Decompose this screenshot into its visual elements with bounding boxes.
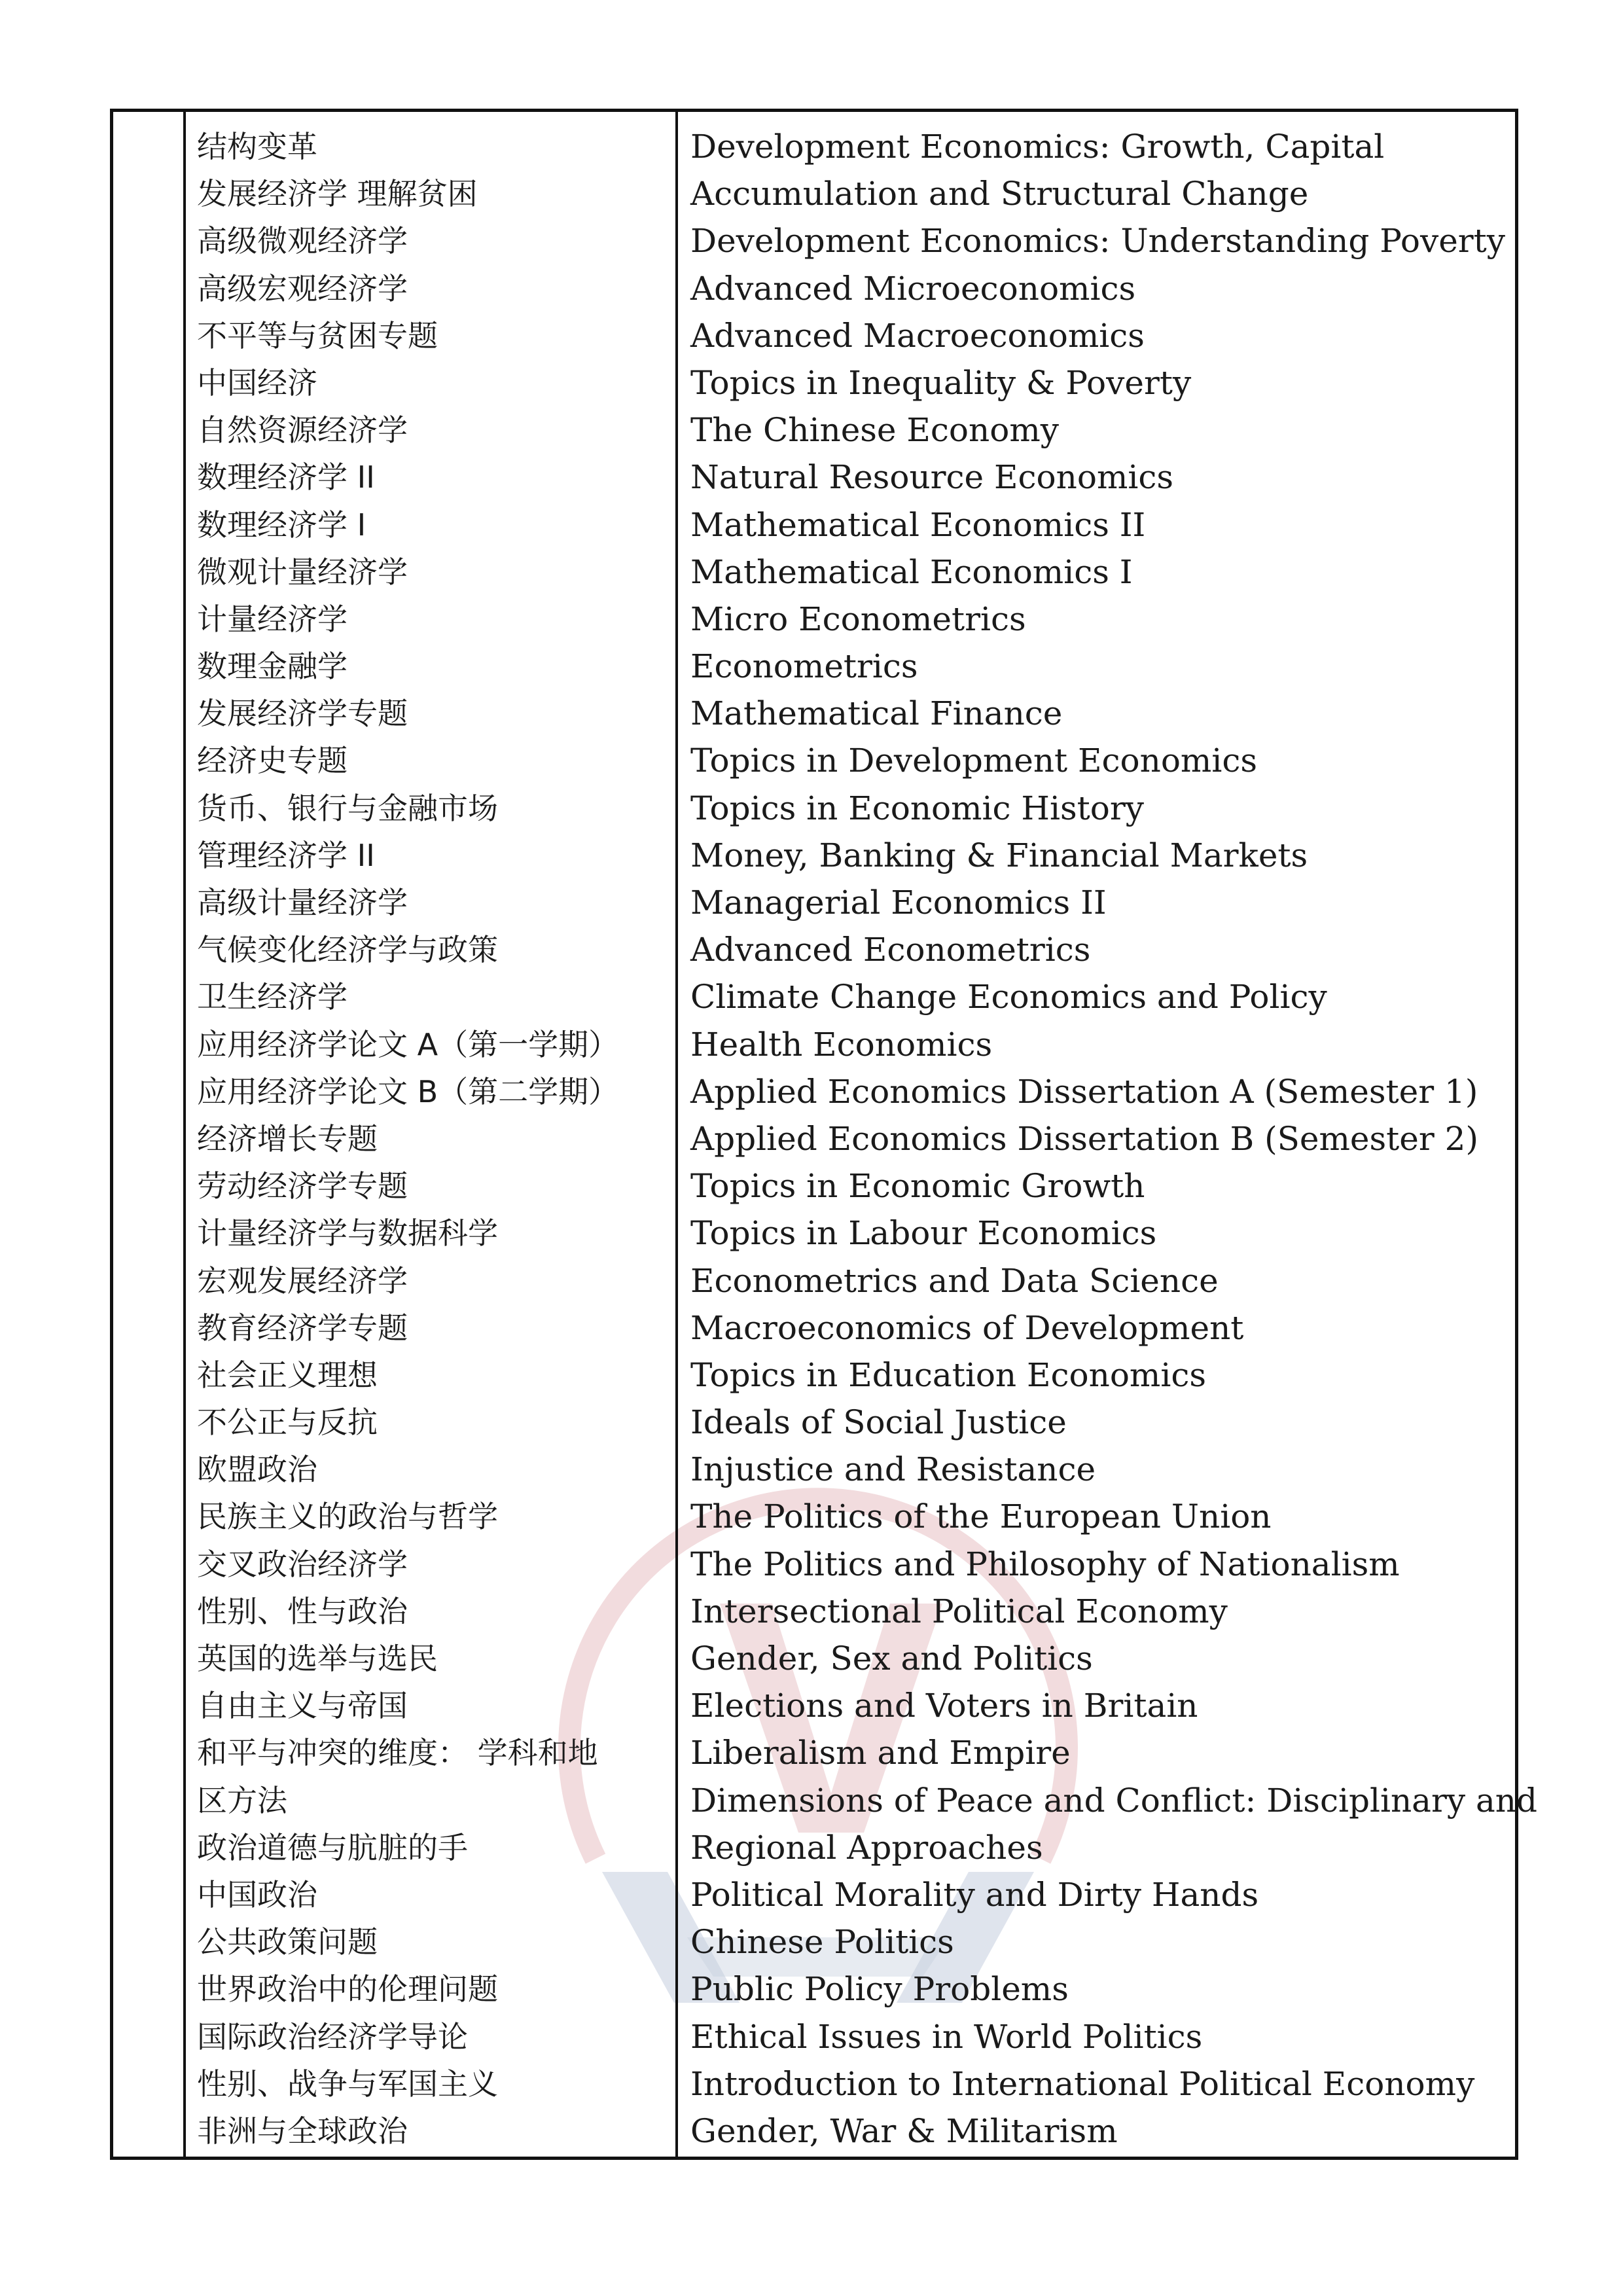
chinese-course-line: 高级计量经济学 <box>197 885 408 920</box>
chinese-course-line: 性别、战争与军国主义 <box>197 2066 498 2102</box>
chinese-course-line: 自然资源经济学 <box>197 412 408 448</box>
english-course-line: Chinese Politics <box>690 1923 954 1962</box>
english-course-line: Intersectional Political Economy <box>690 1592 1228 1630</box>
english-course-line: Introduction to International Political Economy <box>690 2064 1475 2103</box>
chinese-course-line: 国际政治经济学导论 <box>197 2018 468 2054</box>
chinese-course-line: 气候变化经济学与政策 <box>197 932 498 968</box>
english-course-line: Ethical Issues in World Politics <box>690 2017 1203 2056</box>
english-course-line: Climate Change Economics and Policy <box>690 978 1327 1016</box>
english-course-line: Topics in Economic History <box>690 789 1145 827</box>
chinese-course-line: 自由主义与帝国 <box>197 1688 408 1724</box>
chinese-course-line: 性别、性与政治 <box>197 1593 408 1629</box>
chinese-course-line: 世界政治中的伦理问题 <box>197 1971 498 2007</box>
english-course-line: Public Policy Problems <box>690 1970 1069 2009</box>
english-course-line: Development Economics: Understanding Poverty <box>690 222 1506 260</box>
chinese-course-line: 社会正义理想 <box>197 1357 378 1393</box>
chinese-course-line: 应用经济学论文 A（第一学期） <box>197 1026 619 1062</box>
english-course-line: Health Economics <box>690 1025 993 1064</box>
chinese-course-line: 高级宏观经济学 <box>197 270 408 306</box>
english-course-line: Macroeconomics of Development <box>690 1308 1244 1347</box>
chinese-course-line: 民族主义的政治与哲学 <box>197 1499 498 1535</box>
chinese-course-line: 计量经济学与数据科学 <box>197 1215 498 1251</box>
english-course-line: The Politics of the European Union <box>690 1498 1272 1536</box>
chinese-course-line: 发展经济学 理解贫困 <box>197 176 478 212</box>
english-course-line: Advanced Macroeconomics <box>690 316 1145 355</box>
chinese-course-line: 欧盟政治 <box>197 1452 317 1488</box>
english-course-line: Econometrics <box>690 647 918 686</box>
chinese-course-line: 交叉政治经济学 <box>197 1546 408 1582</box>
english-course-line: Advanced Microeconomics <box>690 269 1136 308</box>
column-divider <box>675 112 678 2157</box>
chinese-course-line: 和平与冲突的维度： 学科和地 <box>197 1735 598 1771</box>
english-course-line: Gender, War & Militarism <box>690 2111 1118 2150</box>
chinese-course-line: 结构变革 <box>197 129 317 164</box>
english-course-line: Ideals of Social Justice <box>690 1403 1067 1442</box>
chinese-course-line: 宏观发展经济学 <box>197 1263 408 1299</box>
english-course-line: Mathematical Economics II <box>690 505 1146 544</box>
english-course-line: Topics in Inequality & Poverty <box>690 363 1192 402</box>
chinese-course-line: 公共政策问题 <box>197 1924 378 1960</box>
chinese-course-line: 管理经济学 II <box>197 837 375 873</box>
chinese-course-line: 中国政治 <box>197 1876 317 1912</box>
chinese-course-line: 不公正与反抗 <box>197 1405 378 1441</box>
chinese-course-line: 高级微观经济学 <box>197 223 408 259</box>
chinese-course-line: 政治道德与肮脏的手 <box>197 1829 468 1865</box>
english-course-line: Dimensions of Peace and Conflict: Disciplinary and <box>690 1781 1538 1820</box>
chinese-course-line: 计量经济学 <box>197 601 348 637</box>
chinese-course-line: 英国的选举与选民 <box>197 1641 438 1676</box>
english-course-line: The Politics and Philosophy of Nationalism <box>690 1545 1400 1583</box>
chinese-course-line: 应用经济学论文 B（第二学期） <box>197 1073 619 1109</box>
chinese-course-line: 数理经济学 I <box>197 507 366 543</box>
course-table <box>110 109 1538 2160</box>
english-course-line: Topics in Development Economics <box>690 742 1257 780</box>
chinese-course-line: 区方法 <box>197 1782 287 1818</box>
english-course-line: Gender, Sex and Politics <box>690 1640 1093 1677</box>
english-course-line: Applied Economics Dissertation A (Semester 1) <box>690 1072 1478 1111</box>
english-course-list <box>690 123 1538 2155</box>
chinese-course-line: 数理金融学 <box>197 649 348 685</box>
chinese-course-line: 发展经济学专题 <box>197 696 408 732</box>
english-course-line: The Chinese Economy <box>690 411 1059 450</box>
chinese-course-line: 经济增长专题 <box>197 1121 378 1157</box>
english-course-line: Development Economics: Growth, Capital <box>690 128 1385 166</box>
chinese-course-line: 数理经济学 II <box>197 459 375 495</box>
chinese-course-line: 教育经济学专题 <box>197 1310 408 1346</box>
chinese-course-line: 不平等与贫困专题 <box>197 317 438 353</box>
column-divider <box>183 112 186 2157</box>
english-course-line: Elections and Voters in Britain <box>690 1687 1198 1725</box>
english-course-line: Advanced Econometrics <box>690 931 1091 969</box>
english-course-line: Managerial Economics II <box>690 884 1107 922</box>
english-course-line: Topics in Education Economics <box>690 1355 1206 1394</box>
chinese-course-line: 劳动经济学专题 <box>197 1168 408 1204</box>
english-course-line: Injustice and Resistance <box>690 1450 1096 1489</box>
chinese-course-list <box>197 123 668 2155</box>
chinese-course-line: 微观计量经济学 <box>197 554 408 590</box>
english-course-line: Mathematical Finance <box>690 694 1063 733</box>
english-course-line: Topics in Economic Growth <box>690 1167 1145 1206</box>
english-course-line: Liberalism and Empire <box>690 1734 1071 1772</box>
chinese-course-line: 经济史专题 <box>197 743 348 779</box>
chinese-course-line: 货币、银行与金融市场 <box>197 790 498 826</box>
english-course-line: Mathematical Economics I <box>690 552 1133 591</box>
english-course-line: Political Morality and Dirty Hands <box>690 1875 1259 1914</box>
english-course-line: Natural Resource Economics <box>690 458 1174 497</box>
english-course-line: Econometrics and Data Science <box>690 1261 1219 1300</box>
english-course-line: Topics in Labour Economics <box>690 1214 1157 1253</box>
english-course-line: Applied Economics Dissertation B (Semester 2) <box>690 1119 1478 1158</box>
english-course-line: Money, Banking & Financial Markets <box>690 836 1308 874</box>
chinese-course-line: 中国经济 <box>197 365 317 401</box>
english-course-line: Regional Approaches <box>690 1828 1043 1867</box>
chinese-course-line: 非洲与全球政治 <box>197 2113 408 2149</box>
chinese-course-line: 卫生经济学 <box>197 979 348 1015</box>
english-course-line: Accumulation and Structural Change <box>690 175 1309 213</box>
english-course-line: Micro Econometrics <box>690 600 1026 638</box>
